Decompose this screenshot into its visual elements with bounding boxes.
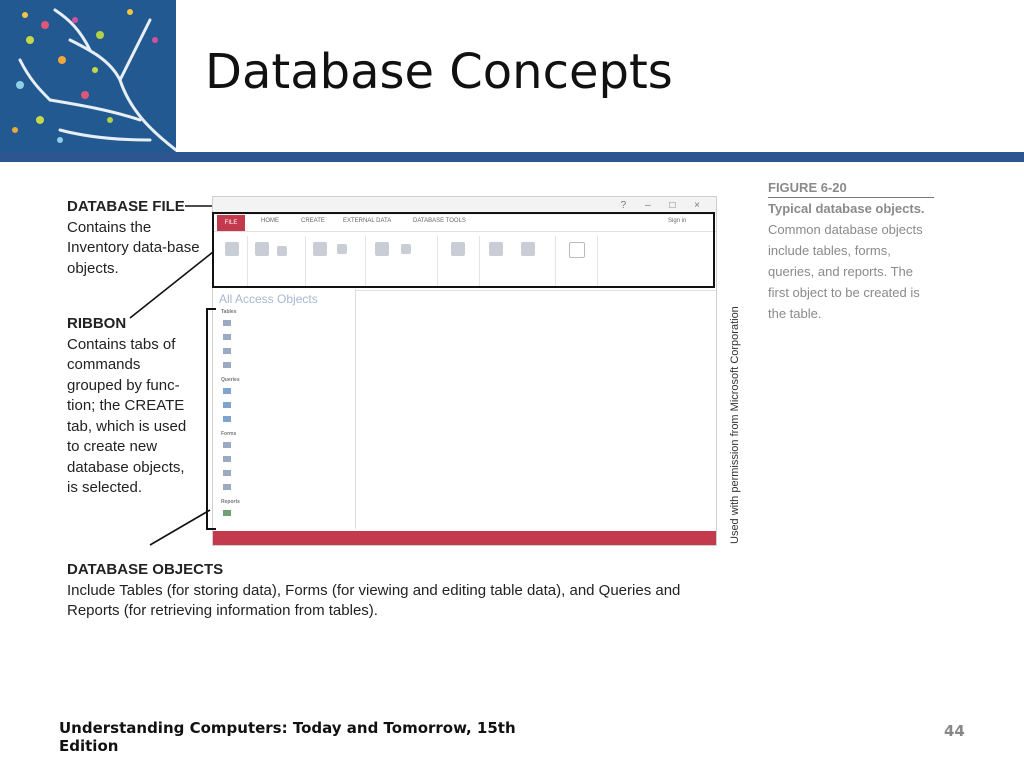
nav-object: [223, 484, 237, 490]
figure-text: Common database objects include tables, forms, queries, and reports. The first object to be created is the table.: [768, 222, 923, 321]
slide-footer: Understanding Computers: Today and Tomorrow, 15th Edition: [59, 719, 516, 755]
nav-object: [223, 348, 237, 354]
access-title-bar: ? – □ ×: [213, 197, 716, 215]
page-number: 44: [944, 722, 965, 740]
callout-body: Contains tabs of commands grouped by func-tion; the CREATE tab, which is used to create new database objects, is selected.: [67, 335, 187, 496]
nav-pane-header: All Access Objects: [219, 292, 318, 306]
tab-create: CREATE: [301, 218, 325, 224]
nav-section-forms: Forms: [221, 431, 237, 437]
callout-body: Contains the Inventory data-base objects.: [67, 218, 200, 277]
tab-file: FILE: [217, 215, 245, 231]
slide-title: Database Concepts: [205, 44, 673, 100]
nav-section-reports: Reports: [221, 499, 240, 505]
nav-object: [223, 442, 237, 448]
nav-object: [223, 334, 237, 340]
tab-database-tools: DATABASE TOOLS: [413, 218, 466, 224]
nav-object: [223, 416, 237, 422]
figure-lead: Typical database objects.: [768, 201, 925, 216]
callout-heading: RIBBON: [67, 315, 127, 332]
nav-object: [223, 470, 237, 476]
nav-section-tables: Tables: [221, 309, 237, 315]
nav-object: [223, 388, 237, 394]
permission-credit: Used with permission from Microsoft Corporation: [729, 306, 741, 544]
ribbon-highlight-box: [212, 212, 715, 288]
objects-bracket: [206, 308, 216, 530]
nav-object: [223, 320, 237, 326]
tab-home: HOME: [261, 218, 279, 224]
nav-object: [223, 510, 237, 516]
tab-external-data: EXTERNAL DATA: [343, 218, 392, 224]
nav-object: [223, 456, 237, 462]
figure-number: FIGURE 6-20: [768, 178, 934, 198]
callout-heading: DATABASE OBJECTS: [67, 561, 224, 578]
status-bar: [213, 531, 716, 545]
callout-heading: DATABASE FILE: [67, 198, 185, 215]
nav-object: [223, 362, 237, 368]
figure-caption: [768, 178, 934, 324]
sign-in-link: Sign in: [668, 218, 687, 224]
nav-object: [223, 402, 237, 408]
nav-section-queries: Queries: [221, 377, 240, 383]
callout-body: Include Tables (for storing data), Forms (for viewing and editing table data), and Queries and Reports (for retrieving information from tables).: [67, 581, 681, 619]
navigation-pane: [213, 289, 356, 529]
